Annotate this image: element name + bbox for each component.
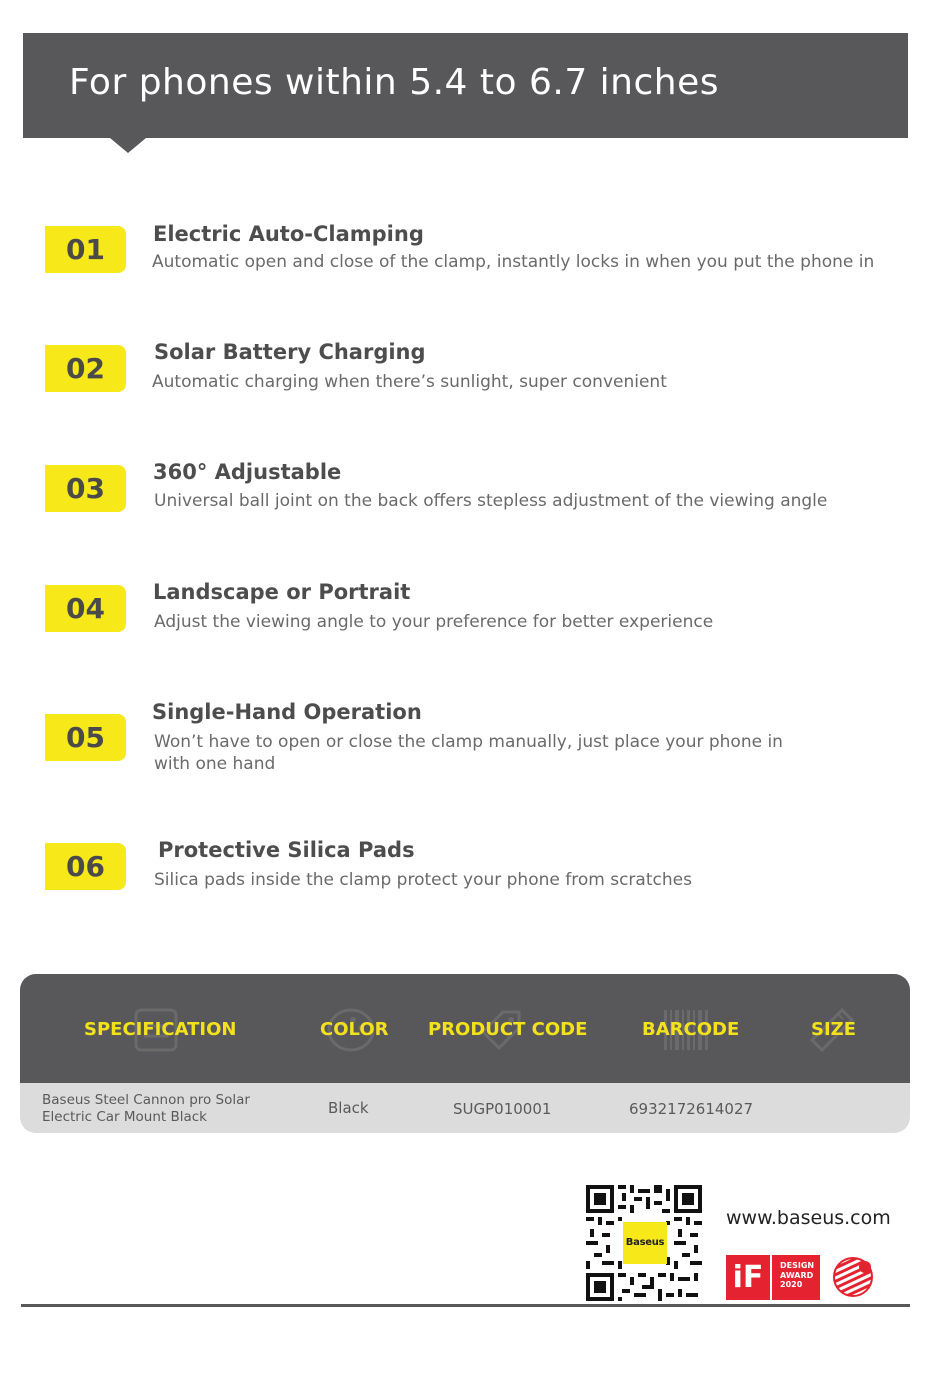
award-line-1: DESIGN — [780, 1261, 815, 1270]
award-year: 2020 — [780, 1280, 803, 1289]
spec-header-product-code: PRODUCT CODE — [428, 1019, 588, 1040]
feature-title: Electric Auto-Clamping — [153, 222, 424, 246]
qr-code — [585, 1185, 703, 1301]
spec-value-barcode: 6932172614027 — [629, 1100, 754, 1118]
page-title: For phones within 5.4 to 6.7 inches — [69, 62, 719, 103]
feature-description: Universal ball joint on the back offers stepless adjustment of the viewing angle — [154, 491, 828, 511]
if-design-award-logo — [726, 1255, 820, 1300]
spec-table — [20, 974, 910, 1133]
feature-title: Single-Hand Operation — [152, 700, 422, 724]
feature-title: Protective Silica Pads — [158, 838, 415, 862]
spec-value-product-code: SUGP010001 — [453, 1100, 552, 1118]
award-text — [772, 1255, 820, 1300]
feature-description: Silica pads inside the clamp protect your phone from scratches — [154, 870, 692, 890]
feature-number-badge: 01 — [45, 226, 126, 273]
spec-table-header — [20, 974, 910, 1083]
spec-header-barcode: BARCODE — [642, 1019, 740, 1040]
if-mark: iF — [726, 1255, 770, 1300]
spec-value-color: Black — [328, 1099, 369, 1117]
spec-header-color: COLOR — [320, 1019, 389, 1040]
feature-description: Won’t have to open or close the clamp manually, just place your phone in with one hand — [154, 732, 783, 774]
red-dot-award-icon — [832, 1256, 876, 1298]
header-banner — [23, 33, 908, 138]
feature-number-badge: 05 — [45, 714, 126, 761]
feature-description: Adjust the viewing angle to your preference for better experience — [154, 612, 714, 632]
website-link[interactable]: www.baseus.com — [726, 1207, 891, 1229]
award-line-2: AWARD — [780, 1270, 814, 1280]
spec-header-specification: SPECIFICATION — [84, 1019, 237, 1040]
footer-divider — [21, 1304, 910, 1307]
feature-number-badge: 04 — [45, 585, 126, 632]
feature-title: Solar Battery Charging — [154, 340, 426, 364]
spec-value-specification: Baseus Steel Cannon pro Solar Electric Car Mount Black — [42, 1092, 250, 1125]
feature-description: Automatic open and close of the clamp, instantly locks in when you put the phone in — [152, 252, 875, 272]
feature-description: Automatic charging when there’s sunlight, super convenient — [152, 372, 667, 392]
feature-title: 360° Adjustable — [153, 460, 342, 484]
feature-number-badge: 03 — [45, 465, 126, 512]
banner-pointer — [110, 138, 146, 153]
feature-title: Landscape or Portrait — [153, 580, 411, 604]
spec-header-size: SIZE — [811, 1019, 857, 1040]
feature-number-badge: 02 — [45, 345, 126, 392]
feature-number-badge: 06 — [45, 843, 126, 890]
qr-brand-label: Baseus — [623, 1222, 667, 1264]
